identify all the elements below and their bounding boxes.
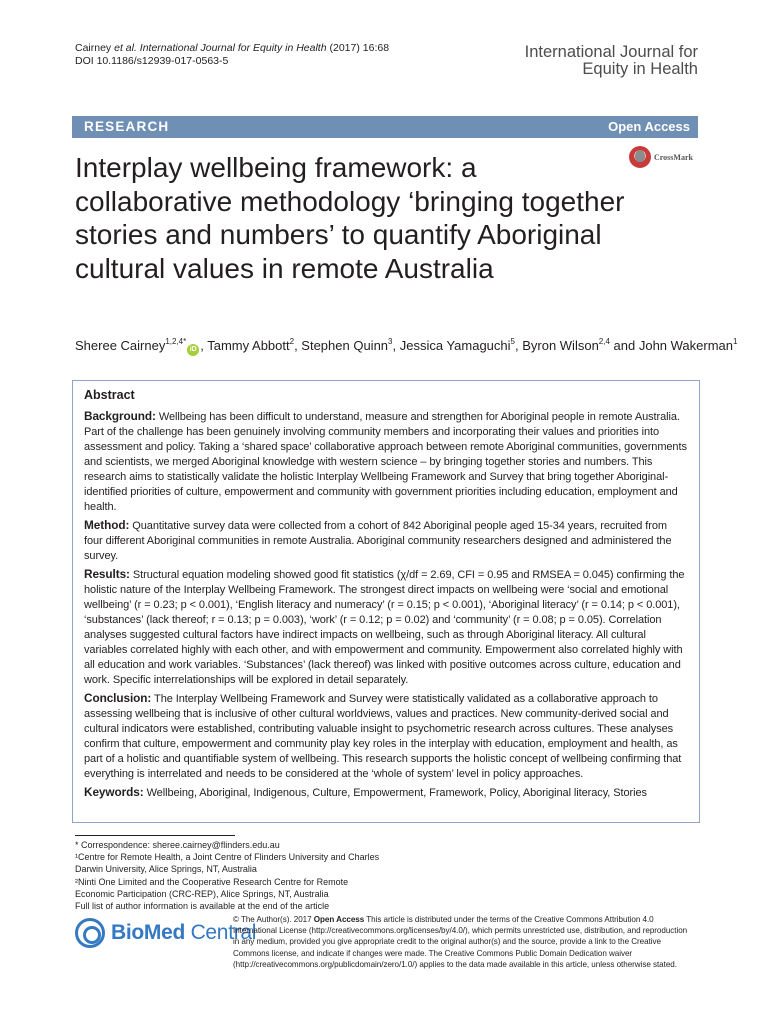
- author-affiliation: 2: [289, 337, 295, 346]
- author-name[interactable]: Sheree Cairney: [75, 338, 166, 353]
- author-name[interactable]: Stephen Quinn: [301, 338, 389, 353]
- affiliation-line: Economic Participation (CRC-REP), Alice Springs, NT, Australia: [75, 888, 329, 899]
- abstract-method: [84, 518, 688, 564]
- crossmark-label: CrossMark: [654, 152, 693, 162]
- author-separator: ,: [294, 338, 302, 353]
- journal-brand: [525, 44, 698, 78]
- doi-line[interactable]: DOI 10.1186/s12939-017-0563-5: [75, 55, 229, 67]
- method-text: Quantitative survey data were collected from a cohort of 842 Aboriginal people aged 15-34 years, recruited from four different Aboriginal communities in remote Australia. Aboriginal community researchers designed and administered the survey.: [84, 520, 672, 562]
- publisher-name-bold: BioMed: [111, 921, 186, 944]
- background-text: Wellbeing has been difficult to understand, measure and strengthen for Aboriginal people in remote Australia. Part of the challenge has been genuinely involving community members and incorporating their values and priorities into assessment and policy. Taking a ‘shared space’ collaborative approach between remote Aboriginal communities, governments and scientists, we merged Aboriginal knowledge with western science – by bringing together stories and numbers. This research aims to statistically validate the holistic Interplay Wellbeing Framework and Survey that bring together Aboriginal-identified priorities of culture, empowerment and community with government priorities including education, employment and health.: [84, 411, 687, 513]
- affiliation-line: ¹Centre for Remote Health, a Joint Centre of Flinders University and Charles: [75, 852, 380, 863]
- citation-etal: et al.: [114, 42, 137, 54]
- abstract-box: [72, 380, 700, 823]
- author-affiliation: 3: [388, 337, 393, 346]
- results-label: Results:: [84, 567, 130, 581]
- crossmark-badge[interactable]: [629, 146, 693, 168]
- author-separator: ,: [514, 338, 523, 353]
- abstract-background: [84, 409, 688, 515]
- results-text: Structural equation modeling showed good fit statistics (χ/df = 2.69, CFI = 0.95 and RMSEA = 0.045) confirming the holistic nature of the Interplay Wellbeing Framework. The strongest direct impacts on wellbeing were ‘social and emotional wellbeing’ (r = 0.23; p < 0.001), ‘English literacy and numeracy’ (r = 0.15; p < 0.001), ‘Aboriginal literacy’ (r = 0.14; p < 0.001), ‘substances’ (lack thereof; r = 0.13; p = 0.003), ‘work’ (r = 0.12; p = 0.02) and ‘community’ (r = 0.08; p = 0.05). Correlation analyses suggested cultural factors have indirect impacts on wellbeing, such as through Aboriginal literacy. All cultural variables correlated highly with each other, and with empowerment and community. Empowerment also correlated highly with all education and work variables. ‘Substances’ (lack thereof) was linked with positive outcomes across culture, education and work. Specific interrelationships will be explored in detail separately.: [84, 569, 685, 686]
- open-access-label: Open Access: [608, 119, 690, 134]
- section-label: RESEARCH: [84, 119, 170, 134]
- keywords-label: Keywords:: [84, 785, 144, 799]
- correspondence-line[interactable]: * Correspondence: sheree.cairney@flinders.edu.au: [75, 840, 280, 850]
- author-name[interactable]: John Wakerman: [638, 338, 734, 353]
- publisher-name-regular: Central: [185, 921, 257, 944]
- author-separator: ,: [200, 338, 208, 353]
- author-affiliation: 5: [510, 337, 515, 346]
- method-label: Method:: [84, 518, 130, 532]
- footnotes: [75, 835, 415, 912]
- affiliation-line: ²Ninti One Limited and the Cooperative Research Centre for Remote: [75, 876, 349, 887]
- license-statement: [233, 914, 688, 970]
- citation-year: (2017) 16:68: [326, 42, 390, 54]
- citation-line: [75, 42, 455, 55]
- article-title: Interplay wellbeing framework: a collaborative methodology ‘bringing together stories and numbers’ to quantify Aboriginal cultural values in remote Australia: [75, 152, 625, 284]
- abstract-conclusion: [84, 691, 688, 782]
- abstract-heading: Abstract: [84, 388, 135, 402]
- journal-name-line2: Equity in Health: [582, 60, 698, 78]
- background-label: Background:: [84, 409, 156, 423]
- biomed-central-icon: [75, 918, 105, 948]
- license-prefix: © The Author(s). 2017: [233, 915, 314, 924]
- conclusion-text: The Interplay Wellbeing Framework and Survey were statistically validated as a collaborative approach to assessing wellbeing that is inclusive of other cultural worldviews, values and practices. New community-derived social and cultural indicators were established, contributing valuable insight to psychometric research across cultures. These analyses confirm that culture, empowerment and community play key roles in the interplay with education, employment and health, as part of a holistic and quantifiable system of wellbeing. This research supports the holistic concept of wellbeing confirming that everything is interrelated and needs to be considered at the ‘whole of system’ level in policy approaches.: [84, 693, 682, 780]
- author-affiliation: 1: [733, 337, 738, 346]
- footnote-divider: [75, 835, 235, 836]
- citation-block: [75, 42, 455, 68]
- citation-authors: Cairney: [75, 42, 115, 54]
- journal-name-line1: International Journal for: [524, 43, 698, 61]
- author-info-note: Full list of author information is available at the end of the article: [75, 901, 330, 912]
- author-list: [75, 334, 738, 356]
- affiliation-line: Darwin University, Alice Springs, NT, Australia: [75, 864, 257, 875]
- author-name[interactable]: Jessica Yamaguchi: [399, 338, 511, 353]
- orcid-icon[interactable]: iD: [187, 344, 199, 356]
- citation-journal: International Journal for Equity in Health: [136, 42, 327, 54]
- author-separator: and: [609, 338, 639, 353]
- conclusion-label: Conclusion:: [84, 691, 152, 705]
- author-affiliation: 1,2,4*: [165, 337, 187, 346]
- abstract-keywords: [84, 785, 688, 801]
- keywords-text: Wellbeing, Aboriginal, Indigenous, Culture, Empowerment, Framework, Policy, Aboriginal literacy, Stories: [143, 787, 647, 799]
- author-affiliation: 2,4: [598, 337, 610, 346]
- author-name[interactable]: Tammy Abbott: [207, 338, 290, 353]
- author-separator: ,: [392, 338, 400, 353]
- publisher-logo[interactable]: [75, 918, 256, 948]
- author-name[interactable]: Byron Wilson: [522, 338, 599, 353]
- abstract-results: [84, 567, 688, 688]
- license-text: This article is distributed under the terms of the Creative Commons Attribution 4.0 International License (http://creativecommons.org/licenses/by/4.0/), which permits unrestricted use, distribution, and reproduction in any medium, provided you give appropriate credit to the original author(s) and the source, provide a link to the Creative Commons license, and indicate if changes were made. The Creative Commons Public Domain Dedication waiver (http://creativecommons.org/publicdomain/zero/1.0/) applies to the data made available in this article, unless otherwise stated.: [233, 915, 688, 969]
- license-open-access: Open Access: [313, 915, 365, 924]
- section-banner: [72, 116, 698, 138]
